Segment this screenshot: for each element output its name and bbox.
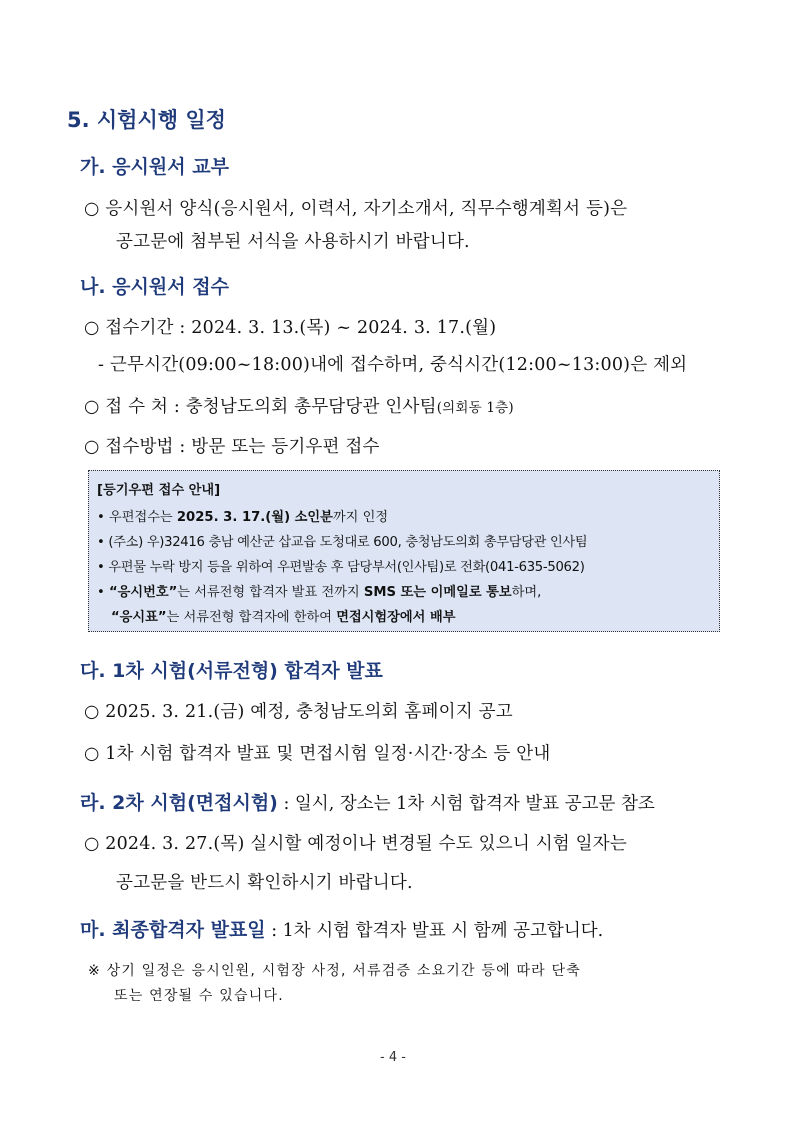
ra-item1-line2: 공고문을 반드시 확인하시기 바랍니다. [116, 873, 413, 893]
notice-l4-d: SMS 또는 이메일로 통보 [363, 585, 512, 600]
heading-ra-rest: : 일시, 장소는 1차 시험 합격자 발표 공고문 참조 [277, 794, 655, 814]
heading-ga: 가. 응시원서 교부 [80, 156, 229, 178]
na-place-note: (의회동 1층) [436, 400, 514, 416]
ga-item1-line1: ○ 응시원서 양식(응시원서, 이력서, 자기소개서, 직무수행계획서 등)은 [84, 199, 628, 219]
da-item2: ○ 1차 시험 합격자 발표 및 면접시험 일정·시간·장소 등 안내 [84, 744, 551, 764]
registered-mail-notice [88, 470, 720, 632]
notice-l4-c: 는 서류전형 합격자 발표 전까지 [177, 585, 364, 600]
notice-title: [등기우편 접수 안내] [97, 483, 221, 498]
na-place [84, 393, 514, 418]
notice-l4-e: 하며, [511, 585, 542, 600]
notice-line-1 [97, 506, 388, 525]
heading-ma-rest: : 1차 시험 합격자 발표 시 함께 공고합니다. [265, 921, 604, 941]
notice-l1-post: 까지 인정 [332, 510, 389, 525]
footnote-line-1: ※ 상기 일정은 응시인원, 시험장 사정, 서류검증 소요기간 등에 따라 단축 [88, 963, 582, 979]
na-method: ○ 접수방법 : 방문 또는 등기우편 접수 [84, 437, 380, 457]
notice-line-3: • 우편물 누락 방지 등을 위하여 우편발송 후 담당부서(인사팀)로 전화(041-635-5062) [97, 560, 585, 575]
na-hours: - 근무시간(09:00~18:00)내에 접수하며, 중식시간(12:00~13:00)은 제외 [98, 355, 688, 375]
ga-item1-line2: 공고문에 첨부된 서식을 사용하시기 바랍니다. [116, 232, 470, 252]
notice-l1-pre: • 우편접수는 [97, 510, 177, 525]
notice-line-4 [97, 581, 541, 600]
section-title: 5. 시험시행 일정 [67, 108, 226, 132]
ra-item1-line1: ○ 2024. 3. 27.(목) 실시할 예정이나 변경될 수도 있으니 시험 일자는 [84, 834, 627, 854]
na-place-text: ○ 접 수 처 : 충청남도의회 총무담당관 인사팀 [84, 397, 437, 417]
heading-ma-label: 마. 최종합격자 발표일 [80, 919, 266, 941]
notice-l4-b: “응시번호” [108, 585, 178, 600]
heading-na: 나. 응시원서 접수 [80, 276, 229, 298]
notice-line-2: • (주소) 우)32416 충남 예산군 삽교읍 도청대로 600, 충청남도의회 총무담당관 인사팀 [97, 535, 588, 550]
notice-l4-a: • [97, 585, 109, 600]
heading-ra [80, 788, 655, 815]
heading-ma [80, 915, 603, 942]
footnote-line-2: 또는 연장될 수 있습니다. [114, 988, 284, 1004]
da-item1: ○ 2025. 3. 21.(금) 예정, 충청남도의회 홈페이지 공고 [84, 702, 513, 722]
notice-l1-bold: 2025. 3. 17.(월) 소인분 [176, 510, 333, 525]
notice-line-5 [111, 606, 455, 625]
notice-l5-a: “응시표” [111, 610, 167, 625]
heading-da: 다. 1차 시험(서류전형) 합격자 발표 [80, 660, 383, 682]
na-period: ○ 접수기간 : 2024. 3. 13.(목) ~ 2024. 3. 17.(월) [84, 318, 497, 338]
page-number: - 4 - [380, 1050, 406, 1065]
notice-l5-b: 는 서류전형 합격자에 한하여 [166, 610, 337, 625]
notice-l5-c: 면접시험장에서 배부 [336, 610, 456, 625]
heading-ra-label: 라. 2차 시험(면접시험) [80, 792, 278, 814]
